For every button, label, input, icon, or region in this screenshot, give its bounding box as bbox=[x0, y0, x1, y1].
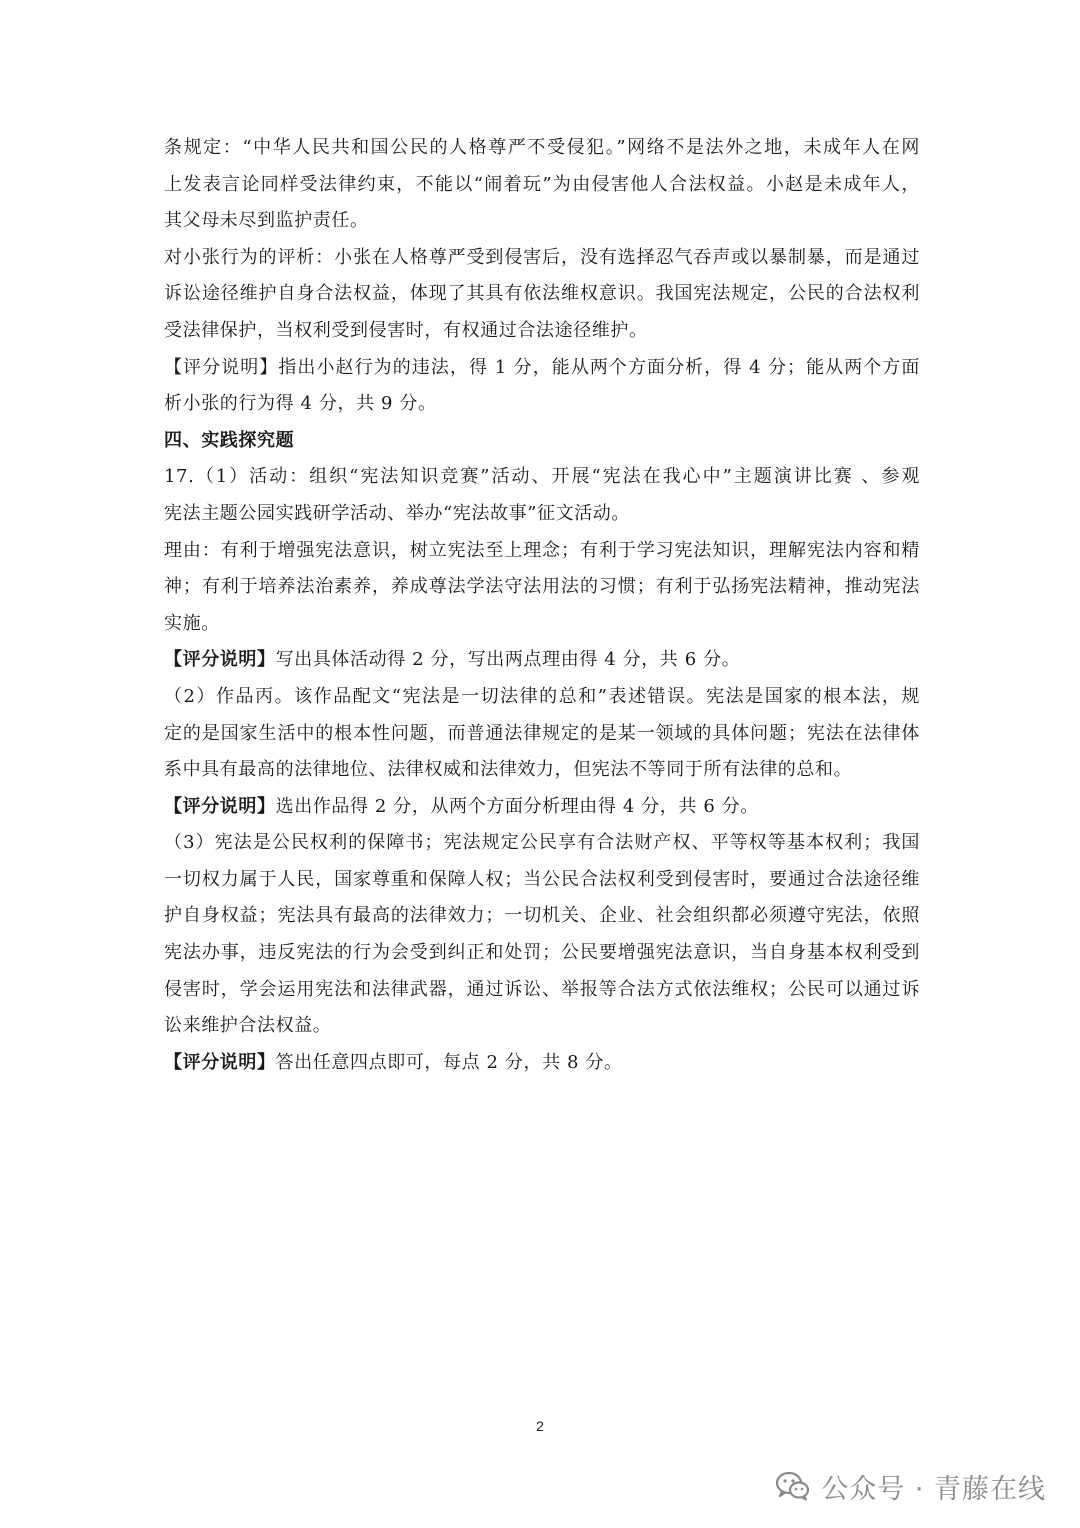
text-line: 析小张的行为得 4 分，共 9 分。 bbox=[164, 393, 437, 415]
text-line: 神；有利于培养法治素养，养成尊法学法守法用法的习惯；有利于弘扬宪法精神，推动宪法 bbox=[164, 576, 920, 598]
scoring-note bbox=[164, 789, 920, 826]
text-line: 【评分说明】指出小赵行为的违法，得 1 分，能从两个方面分析，得 4 分；能从两个方面 bbox=[164, 356, 920, 378]
scoring-label: 【评分说明】 bbox=[164, 649, 276, 671]
watermark-text: 公众号 · 青藤在线 bbox=[821, 1473, 1046, 1505]
scoring-text: 答出任意四点即可，每点 2 分，共 8 分。 bbox=[275, 1051, 623, 1073]
watermark bbox=[775, 1466, 1046, 1506]
scoring-note bbox=[164, 642, 920, 679]
text-line: 其父母未尽到监护责任。 bbox=[164, 210, 369, 232]
scoring-label: 【评分说明】 bbox=[164, 1051, 276, 1073]
text-line: 侵害时，学会运用宪法和法律武器，通过诉讼、举报等合法方式依法维权；公民可以通过诉 bbox=[164, 978, 920, 1000]
text-line: 一切权力属于人民，国家尊重和保障人权；当公民合法权利受到侵害时，要通过合法途径维 bbox=[164, 868, 920, 890]
text-line: 实施。 bbox=[164, 612, 220, 634]
page-number: 2 bbox=[536, 1418, 544, 1434]
scoring-text: 写出具体活动得 2 分，写出两点理由得 4 分，共 6 分。 bbox=[275, 649, 741, 671]
text-line: 对小张行为的评析：小张在人格尊严受到侵害后，没有选择忍气吞声或以暴制暴，而是通过 bbox=[164, 246, 920, 268]
text-line: 诉讼途径维护自身合法权益，体现了其具有依法维权意识。我国宪法规定，公民的合法权利 bbox=[164, 283, 920, 305]
text-line: （3）宪法是公民权利的保障书；宪法规定公民享有合法财产权、平等权等基本权利；我国 bbox=[164, 832, 920, 854]
text-line: 理由：有利于增强宪法意识，树立宪法至上理念；有利于学习宪法知识，理解宪法内容和精 bbox=[164, 539, 920, 561]
text-line: 护自身权益；宪法具有最高的法律效力；一切机关、企业、社会组织都必须遵守宪法，依照 bbox=[164, 905, 920, 927]
text-line: 系中具有最高的法律地位、法律权威和法律效力，但宪法不等同于所有法律的总和。 bbox=[164, 759, 853, 781]
document-body bbox=[164, 130, 920, 1081]
text-line: 上发表言论同样受法律约束，不能以“闹着玩”为由侵害他人合法权益。小赵是未成年人， bbox=[164, 173, 920, 195]
text-line: 宪法办事，违反宪法的行为会受到纠正和处罚；公民要增强宪法意识，当自身基本权利受到 bbox=[164, 942, 920, 964]
text-line: 17.（1）活动：组织“宪法知识竞赛”活动、开展“宪法在我心中”主题演讲比赛 、参观 bbox=[164, 466, 920, 488]
wechat-icon bbox=[775, 1471, 811, 1501]
scoring-label: 【评分说明】 bbox=[164, 795, 276, 817]
section-heading: 四、实践探究题 bbox=[164, 429, 295, 451]
scoring-text: 选出作品得 2 分，从两个方面分析理由得 4 分，共 6 分。 bbox=[275, 795, 759, 817]
text-line: 条规定：“中华人民共和国公民的人格尊严不受侵犯。”网络不是法外之地，未成年人在网 bbox=[164, 137, 920, 158]
text-line: 定的是国家生活中的根本性问题，而普通法律规定的是某一领域的具体问题；宪法在法律体 bbox=[164, 722, 920, 744]
text-line: 讼来维护合法权益。 bbox=[164, 1015, 332, 1037]
text-line: （2）作品丙。该作品配文“宪法是一切法律的总和”表述错误。宪法是国家的根本法，规 bbox=[164, 685, 920, 707]
scoring-note bbox=[164, 1045, 920, 1082]
text-line: 受法律保护，当权利受到侵害时，有权通过合法途径维护。 bbox=[164, 319, 648, 341]
text-line: 宪法主题公园实践研学活动、举办“宪法故事”征文活动。 bbox=[164, 502, 631, 524]
